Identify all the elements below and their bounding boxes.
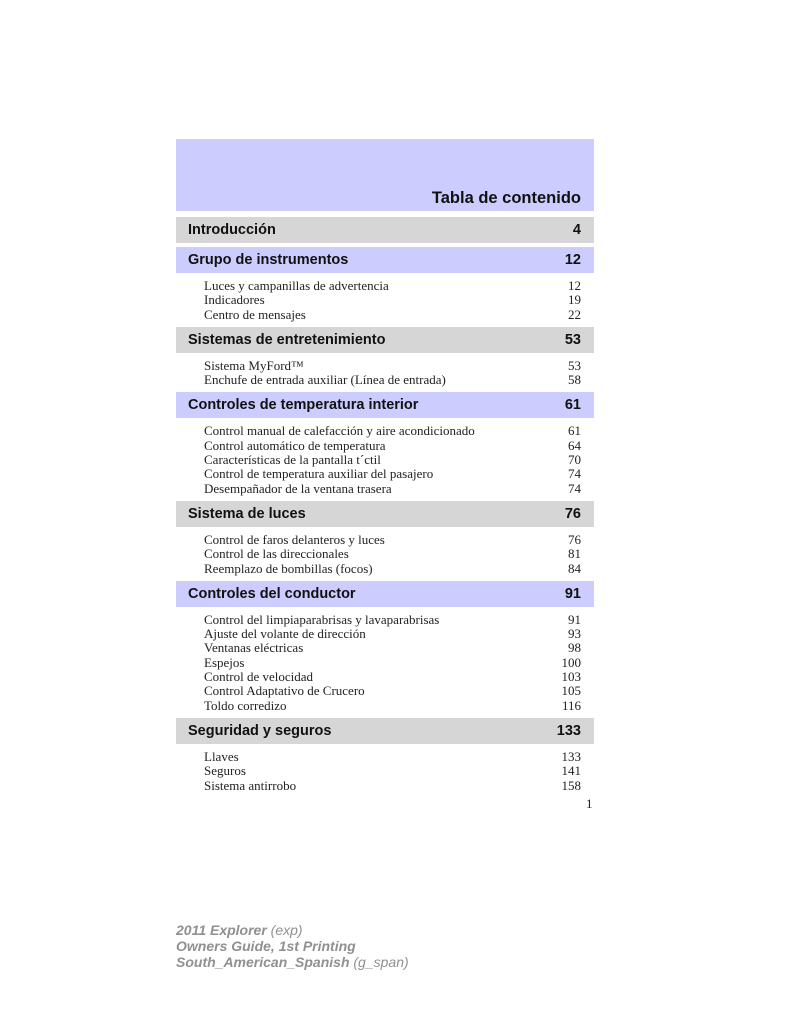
entry-label: Control de las direccionales [204,546,349,562]
section-header[interactable] [176,217,594,243]
entry-label: Espejos [204,654,245,670]
entry-list [176,353,594,393]
entry-page: 84 [568,560,581,576]
entry-label: Desempañador de la ventana trasera [204,480,392,496]
entry-label: Indicadores [204,292,265,308]
entry-page: 100 [561,654,581,670]
entry-page: 58 [568,372,581,388]
entry-label: Luces y campanillas de advertencia [204,278,389,293]
entry-page: 22 [568,306,581,322]
entry-list [176,418,594,500]
entry-page: 74 [568,466,581,482]
entry-page: 116 [561,697,581,713]
toc-entry[interactable] [204,439,581,453]
section-page: 133 [556,722,581,739]
footer-line-1: 2011 Explorer (exp) [176,922,303,938]
entry-label: Control de temperatura auxiliar del pasajero [204,466,434,482]
toc-entry[interactable] [204,656,581,670]
toc-entry[interactable] [204,293,581,307]
toc-entry[interactable] [204,359,581,373]
entry-label: Seguros [204,763,246,779]
toc-entry[interactable] [204,670,581,684]
entry-label: Control automático de temperatura [204,437,386,453]
section-title: Controles del conductor [188,585,356,602]
entry-label: Características de la pantalla t´ctil [204,452,381,468]
entry-page: 19 [568,292,581,308]
section-page: 53 [564,331,581,348]
entry-label: Sistema MyFord™ [204,357,304,373]
entry-page: 76 [568,531,581,547]
page-title: Tabla de contenido [431,189,581,207]
toc-entry[interactable] [204,424,581,438]
entry-page: 61 [568,423,581,439]
entry-label: Ventanas eléctricas [204,640,304,656]
toc-entry[interactable] [204,699,581,713]
section-title: Seguridad y seguros [188,722,332,739]
footer-line-3: South_American_Spanish (g_span) [176,954,409,970]
section-page: 61 [564,397,581,414]
entry-page: 133 [561,748,581,764]
section-page: 91 [564,585,581,602]
section-title: Introducción [188,222,276,238]
toc-entry[interactable] [204,641,581,655]
section-title: Sistemas de entretenimiento [188,331,386,348]
entry-label: Ajuste del volante de dirección [204,626,366,642]
entry-page: 74 [568,480,581,496]
entry-page: 64 [568,437,581,453]
toc-entry[interactable] [204,750,581,764]
section-title: Grupo de instrumentos [188,252,349,268]
header-band [176,139,594,211]
toc-entry[interactable] [204,764,581,778]
footer [176,922,409,970]
entry-page: 81 [568,546,581,562]
section-header[interactable] [176,247,594,273]
toc-entry[interactable] [204,684,581,698]
entry-page: 98 [568,640,581,656]
section-header[interactable] [176,501,594,527]
entry-page: 141 [561,763,581,779]
section-page: 76 [564,505,581,522]
section-header[interactable] [176,392,594,418]
entry-label: Toldo corredizo [204,697,287,713]
section-title: Controles de temperatura interior [188,397,419,414]
footer-line-2: Owners Guide, 1st Printing [176,938,356,954]
page-number: 1 [586,796,593,811]
toc-entry[interactable] [204,308,581,322]
entry-page: 12 [568,278,581,293]
entry-list [176,607,594,718]
entry-label: Control del limpiaparabrisas y lavaparabrisas [204,611,440,627]
section-header[interactable] [176,581,594,607]
entry-label: Control Adaptativo de Crucero [204,683,365,699]
entry-label: Enchufe de entrada auxiliar (Línea de entrada) [204,372,446,388]
toc-entry[interactable] [204,779,581,793]
toc-entry[interactable] [204,627,581,641]
entry-label: Centro de mensajes [204,306,306,322]
entry-page: 53 [568,357,581,373]
entry-label: Control de faros delanteros y luces [204,531,385,547]
toc-entry[interactable] [204,613,581,627]
section-header[interactable] [176,718,594,744]
toc-entry[interactable] [204,467,581,481]
entry-page: 93 [568,626,581,642]
entry-page: 70 [568,452,581,468]
table-of-contents [176,217,594,798]
toc-entry[interactable] [204,562,581,576]
toc-entry[interactable] [204,547,581,561]
section-page: 4 [572,222,581,238]
toc-entry[interactable] [204,482,581,496]
entry-list [176,744,594,798]
section-header[interactable] [176,327,594,353]
entry-label: Reemplazo de bombillas (focos) [204,560,373,576]
entry-list [176,273,594,327]
section-page: 12 [564,252,581,268]
section-title: Sistema de luces [188,505,306,522]
entry-page: 91 [568,611,581,627]
toc-entry[interactable] [204,373,581,387]
entry-page: 158 [561,777,581,793]
entry-label: Sistema antirrobo [204,777,297,793]
entry-label: Control de velocidad [204,669,314,685]
entry-label: Llaves [204,748,239,764]
entry-page: 105 [561,683,581,699]
entry-list [176,527,594,581]
toc-entry[interactable] [204,279,581,293]
toc-entry[interactable] [204,453,581,467]
entry-label: Control manual de calefacción y aire acondicionado [204,423,475,439]
toc-entry[interactable] [204,533,581,547]
entry-page: 103 [561,669,581,685]
